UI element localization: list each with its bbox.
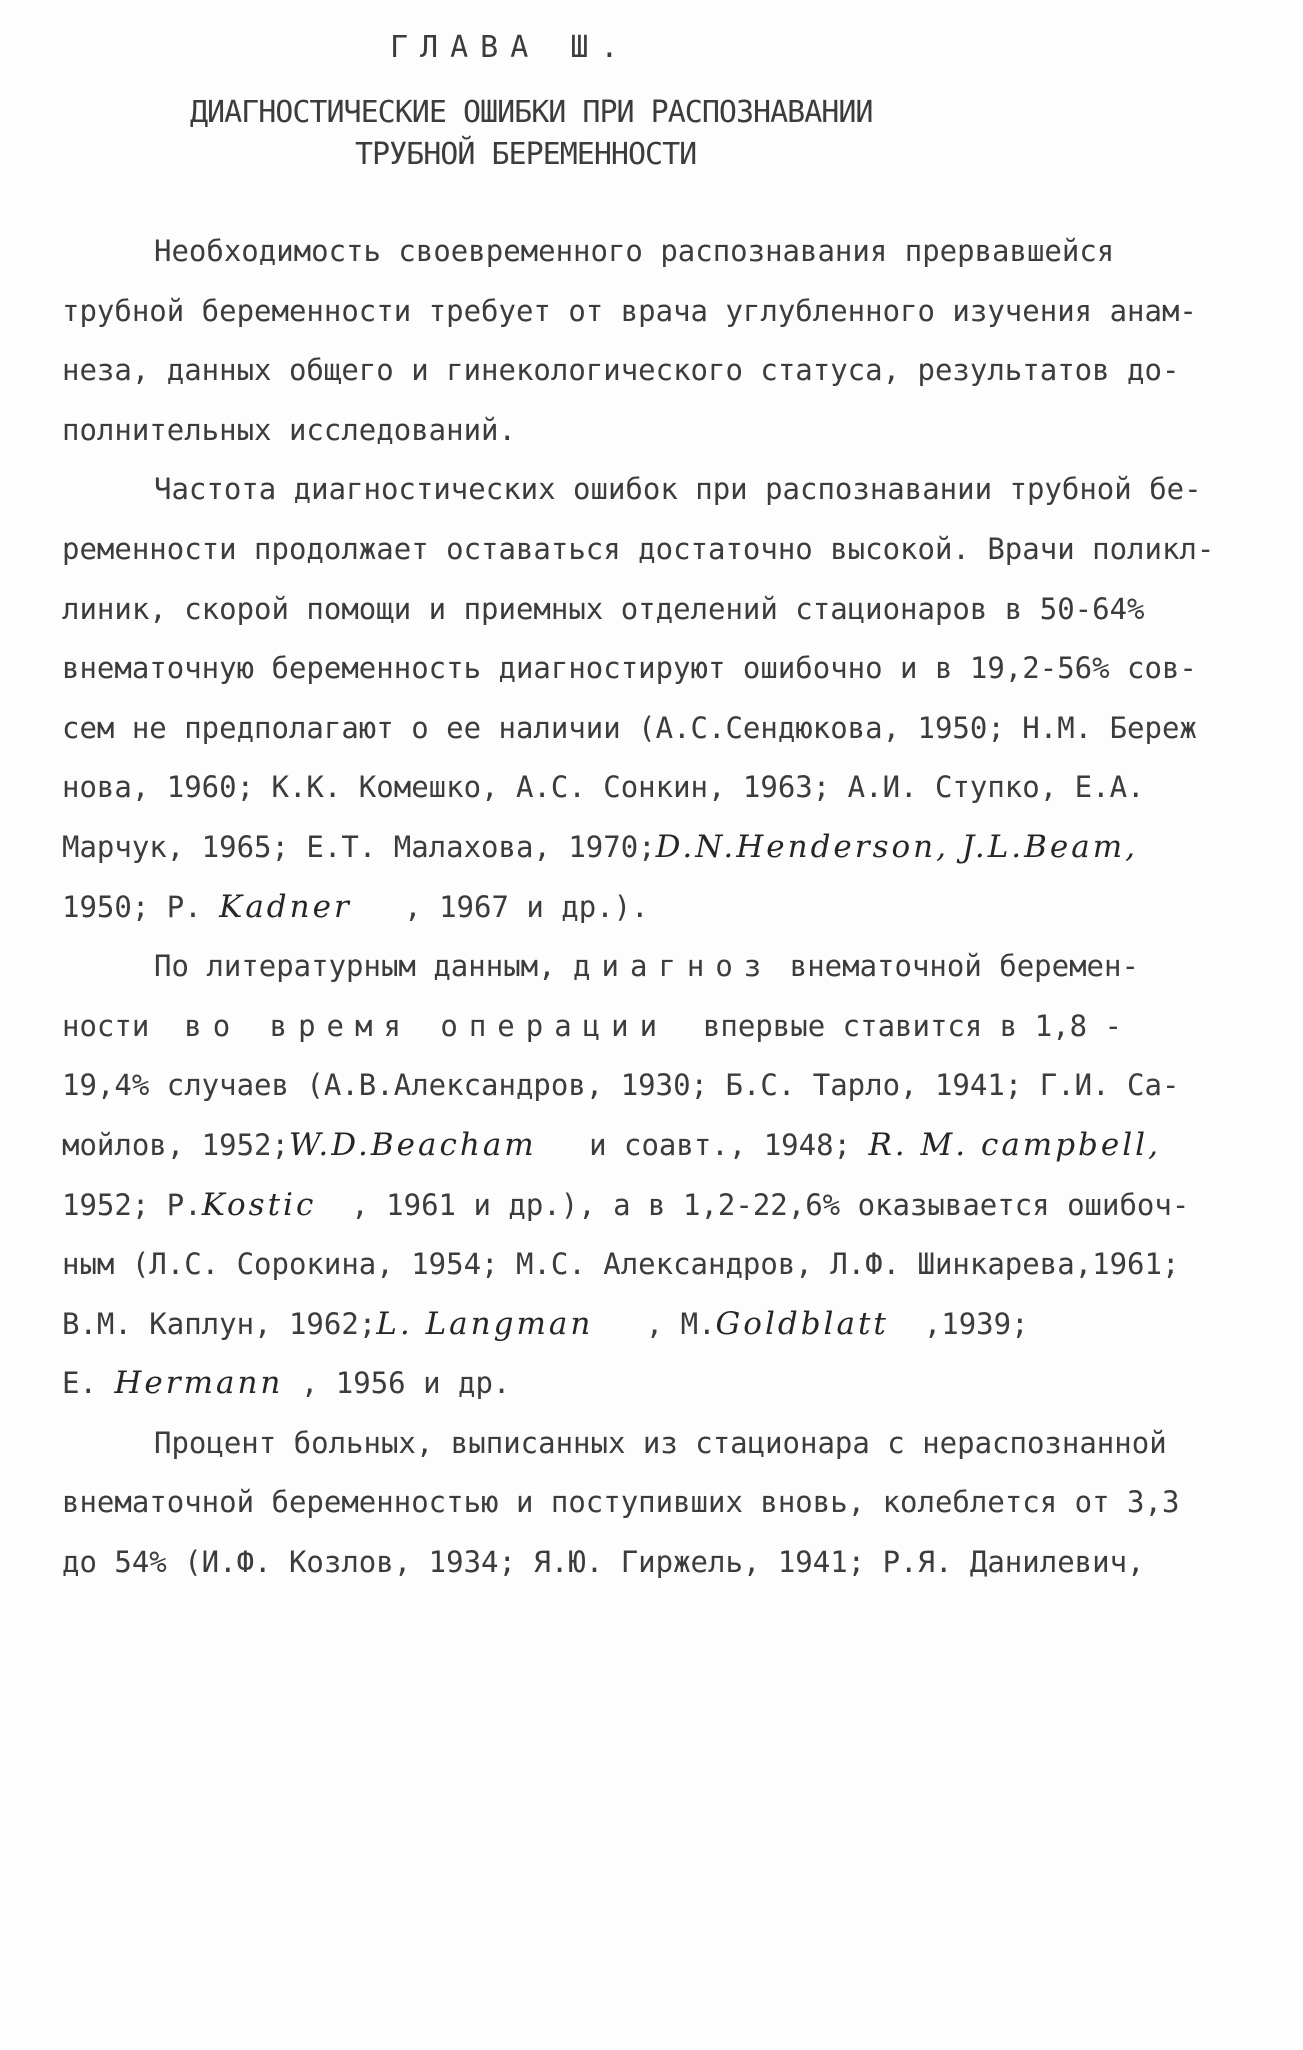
paragraph-1-line: трубной беременности требует от врача углубленного изучения анам- bbox=[62, 293, 1197, 328]
handwritten-author: Hermann bbox=[114, 1365, 284, 1402]
handwritten-author: R. M. campbell, bbox=[868, 1126, 1161, 1163]
citation-text: и соавт., 1948; bbox=[589, 1127, 851, 1162]
spaced-emphasis: диагноз bbox=[573, 949, 773, 984]
paragraph-2-line bbox=[62, 818, 1242, 878]
citation-text: 1952; P. bbox=[62, 1187, 202, 1222]
body-text: По литературным данным, bbox=[154, 949, 556, 984]
citation-text: ,1939; bbox=[923, 1306, 1029, 1341]
paragraph-3-line bbox=[62, 1116, 1242, 1176]
paragraph-3-line: ным (Л.С. Сорокина, 1954; М.С. Александров, Л.Ф. Шинкарева,1961; bbox=[62, 1247, 1180, 1282]
paragraph-3-line bbox=[62, 997, 1242, 1057]
citation-text: мойлов, 1952; bbox=[62, 1127, 289, 1162]
handwritten-author: W.D.Beacham bbox=[288, 1126, 537, 1163]
chapter-heading: ГЛАВА Ш. bbox=[390, 30, 631, 65]
handwritten-author: Kadner bbox=[219, 888, 352, 925]
paragraph-2-line: сем не предполагают о ее наличии (А.С.Сендюкова, 1950; Н.М. Береж bbox=[62, 710, 1197, 745]
paragraph-4-line: до 54% (И.Ф. Козлов, 1934; Я.Ю. Гиржель, 1941; Р.Я. Данилевич, bbox=[62, 1545, 1145, 1580]
handwritten-author: D.N.Henderson, J.L.Beam, bbox=[655, 828, 1138, 865]
handwritten-author: Goldblatt bbox=[715, 1305, 889, 1342]
paragraph-2-line: нова, 1960; К.К. Комешко, А.С. Сонкин, 1963; А.И. Ступко, Е.А. bbox=[62, 770, 1145, 805]
paragraph-2-line: линик, скорой помощи и приемных отделений стационаров в 50-64% bbox=[62, 591, 1145, 626]
spaced-emphasis: во время операции bbox=[184, 1008, 669, 1043]
paragraph-1-line: Необходимость своевременного распознавания прервавшейся bbox=[154, 234, 1115, 268]
handwritten-author: L. Langman bbox=[376, 1305, 594, 1342]
paragraph-3-line bbox=[62, 1176, 1242, 1236]
paragraph-2-line bbox=[62, 878, 1242, 938]
citation-text: E. bbox=[62, 1366, 97, 1401]
citation-text: , M. bbox=[645, 1306, 716, 1341]
body-text: внематочной беремен- bbox=[789, 949, 1139, 984]
document-body bbox=[62, 222, 1242, 1593]
handwritten-author: Kostic bbox=[201, 1186, 317, 1223]
body-text: ности bbox=[62, 1008, 150, 1043]
paragraph-3-line bbox=[62, 937, 1242, 997]
citation-text: Марчук, 1965; Е.Т. Малахова, 1970; bbox=[62, 829, 656, 864]
citation-text: , 1956 и др. bbox=[300, 1366, 511, 1401]
chapter-title-line-1: ДИАГНОСТИЧЕСКИЕ ОШИБКИ ПРИ РАСПОЗНАВАНИИ bbox=[190, 95, 873, 130]
paragraph-3-line bbox=[62, 1354, 1242, 1414]
paragraph-3-line: 19,4% случаев (А.В.Александров, 1930; Б.С. Тарло, 1941; Г.И. Са- bbox=[62, 1068, 1180, 1103]
paragraph-4-line: Процент больных, выписанных из стационара с нераспознанной bbox=[154, 1425, 1167, 1460]
paragraph-3-line bbox=[62, 1295, 1242, 1355]
citation-text: , 1967 и др.). bbox=[404, 889, 649, 924]
paragraph-2-line: внематочную беременность диагностируют ошибочно и в 19,2-56% сов- bbox=[62, 651, 1197, 686]
citation-text: В.М. Каплун, 1962; bbox=[62, 1306, 377, 1341]
paragraph-2-line: Частота диагностических ошибок при распознавании трубной бе- bbox=[154, 472, 1202, 507]
citation-text: , 1961 и др.), а в 1,2-22,6% оказывается ошибоч- bbox=[351, 1187, 1190, 1222]
paragraph-1-line: неза, данных общего и гинекологического статуса, результатов до- bbox=[62, 353, 1180, 388]
citation-text: 1950; P. bbox=[62, 889, 202, 924]
chapter-title-line-2: ТРУБНОЙ БЕРЕМЕННОСТИ bbox=[355, 137, 697, 172]
body-text: впервые ставится в 1,8 - bbox=[702, 1008, 1122, 1043]
paragraph-1-line: полнительных исследований. bbox=[62, 412, 516, 447]
paragraph-4-line: внематочной беременностью и поступивших вновь, колеблется от 3,3 bbox=[62, 1485, 1180, 1520]
paragraph-2-line: ременности продолжает оставаться достаточно высокой. Врачи поликл- bbox=[62, 531, 1215, 566]
